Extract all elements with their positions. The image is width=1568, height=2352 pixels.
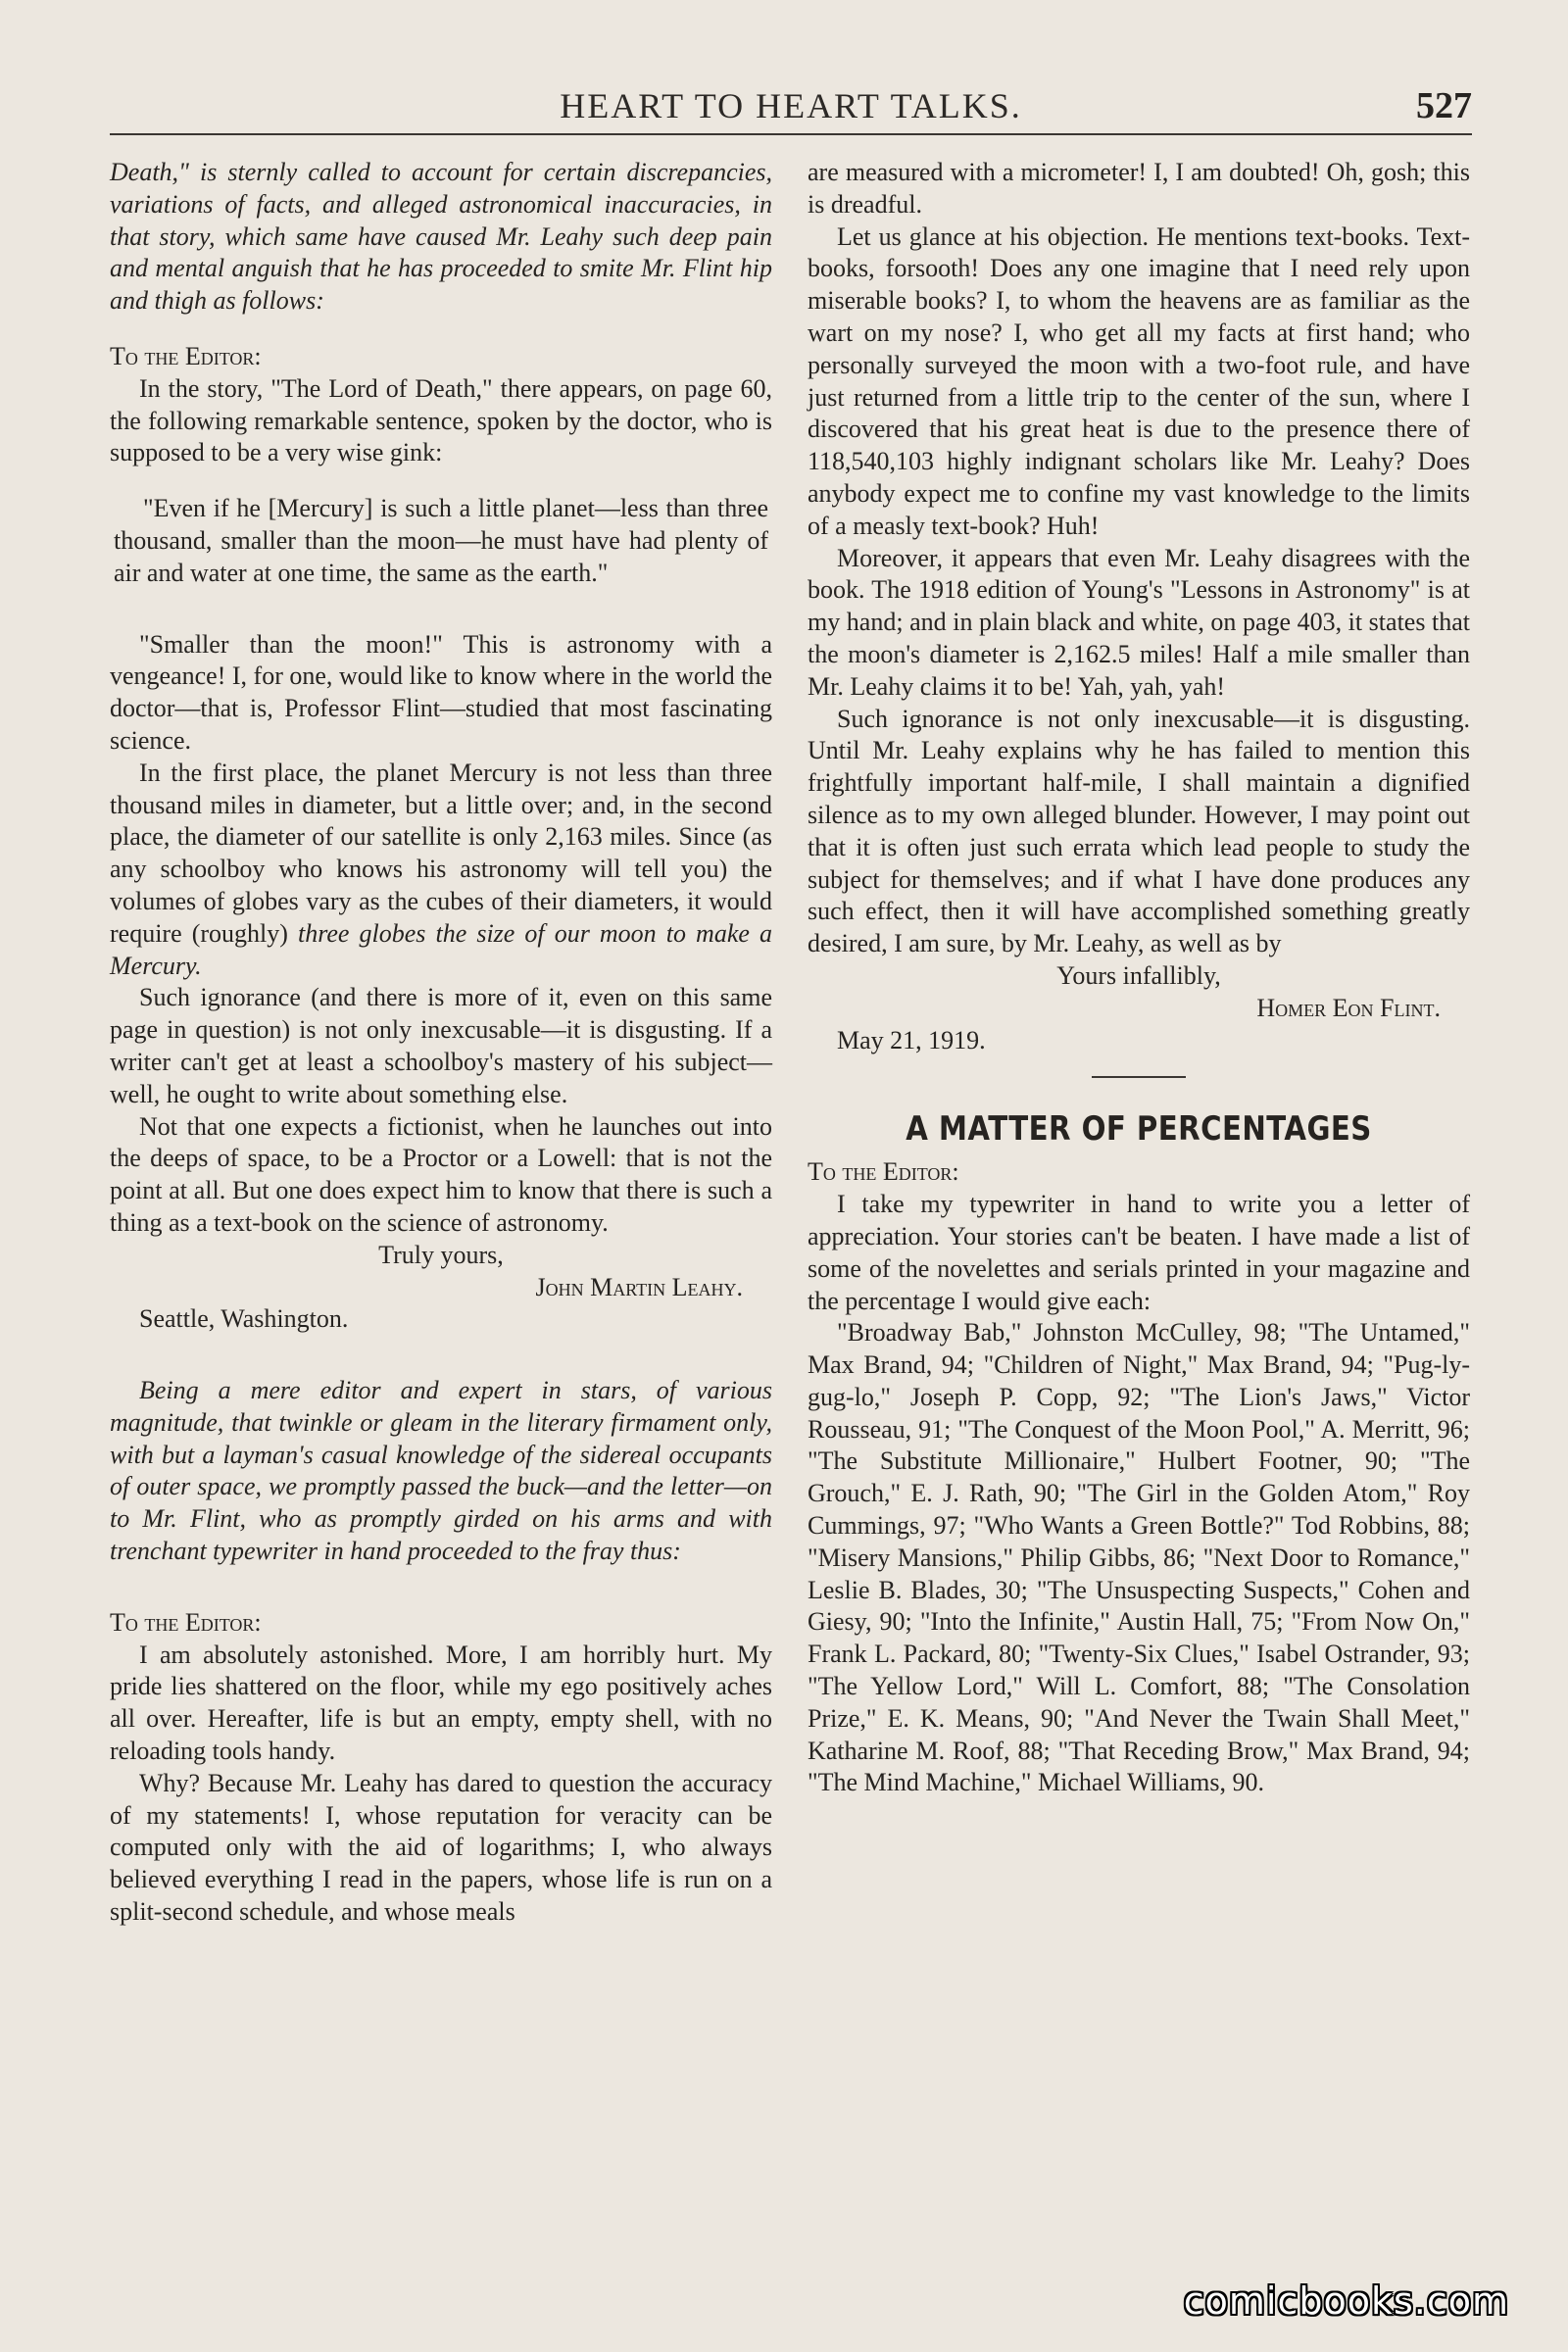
salutation: To the Editor: — [110, 1607, 262, 1637]
paragraph: I take my typewriter in hand to write you a letter of appreciation. Your stories can't be beaten. I have made a list of some of the novelettes and serials printed in your magazine and the percentage I would give each: — [808, 1190, 1470, 1315]
left-column — [110, 157, 772, 1929]
running-header — [110, 82, 1472, 135]
paragraph: In the first place, the planet Mercury is not less than three thousand miles in diameter, but a little over; and, in the second place, the diameter of our satellite is only 2,163 miles. Since (as any schoolboy who knows his astronomy will tell you) the volumes of globes vary as the cubes of their diameters, it would require (roughly) three globes the size of our moon to make a Mercury. — [110, 758, 772, 980]
paragraph: I am absolutely astonished. More, I am horribly hurt. My pride lies shattered on the floor, while my ego positively aches all over. Hereafter, life is but an empty, empty shell, with no reloading tools handy. — [110, 1640, 772, 1766]
paragraph: Such ignorance (and there is more of it, even on this same page in question) is not only inexcusable—it is disgusting. If a writer can't get at least a schoolboy's mastery of his subject—well, he ought to write about something else. — [110, 983, 772, 1108]
signature: Homer Eon Flint. — [1256, 993, 1441, 1022]
date-line: May 21, 1919. — [837, 1025, 986, 1054]
paragraph: are measured with a micrometer! I, I am doubted! Oh, gosh; this is dreadful. — [808, 158, 1470, 219]
intro-note: Death," is sternly called to account for certain discrepancies, variations of facts, and alleged astronomical inaccuracies, in that story, which same have caused Mr. Leahy such deep pain and mental anguish that he has proceeded to smite Mr. Flint hip and thigh as follows: — [110, 158, 772, 316]
paragraph: Such ignorance is not only inexcusable—it is disgusting. Until Mr. Leahy explains why he has failed to mention this frightfully important half-mile, I shall maintain a dignified silence as to my own alleged blunder. However, I may point out that it is often just such errata which lead people to study the subject for themselves; and if what I have done produces any such effect, then it will have accomplished something greatly desired, I am sure, by Mr. Leahy, as well as by — [808, 704, 1470, 958]
paragraph: Moreover, it appears that even Mr. Leahy disagrees with the book. The 1918 edition of Young's "Lessons in Astronomy" is at my hand; and in plain black and white, on page 403, it states that the moon's diameter is 2,162.5 miles! Half a mile smaller than Mr. Leahy claims it to be! Yah, yah, yah! — [808, 543, 1470, 701]
signature: John Martin Leahy. — [535, 1272, 743, 1301]
paragraph: In the story, "The Lord of Death," there appears, on page 60, the following remarkable sentence, spoken by the doctor, who is supposed to be a very wise gink: — [110, 373, 772, 467]
right-column — [808, 157, 1470, 1799]
salutation: To the Editor: — [110, 341, 262, 370]
watermark: comicbooks.com — [1183, 2279, 1509, 2323]
editor-note: Being a mere editor and expert in stars, of various magnitude, that twinkle or gleam in the literary firmament only, with but a layman's casual knowledge of the sidereal occupants of outer space, we promptly passed the buck—and the letter—on to Mr. Flint, who as promptly girded on his arms and with trenchant typewriter in hand proceeded to the fray thus: — [110, 1376, 772, 1566]
letter-closing: Yours infallibly, — [1056, 960, 1221, 990]
page-number: 527 — [1416, 85, 1472, 126]
running-title: HEART TO HEART TALKS. — [560, 86, 1022, 125]
letter-closing: Truly yours, — [378, 1240, 504, 1269]
paragraph: "Smaller than the moon!" This is astronomy with a vengeance! I, for one, would like to know where in the world the doctor—that is, Professor Flint—studied that most fascinating science. — [110, 629, 772, 755]
story-ratings-list: "Broadway Bab," Johnston McCulley, 98; "The Untamed," Max Brand, 94; "Children of Night," Max Brand, 94; "Pug-ly-gug-lo," Joseph P. Copp, 92; "The Lion's Jaws," Victor Rousseau, 91; "The Conquest of the Moon Pool," A. Merritt, 96; "The Substitute Millionaire," Hulbert Footner, 90; "The Grouch," E. J. Rath, 90; "The Girl in the Golden Atom," Roy Cummings, 97; "Who Wants a Green Bottle?" Tod Robbins, 88; "Misery Mansions," Philip Gibbs, 86; "Next Door to Romance," Leslie B. Blades, 30; "The Unsuspecting Suspects," Cohen and Giesy, 90; "Into the Infinite," Austin Hall, 75; "From Now On," Frank L. Packard, 80; "Twenty-Six Clues," Isabel Ostrander, 93; "The Yellow Lord," Will L. Comfort, 88; "The Consolation Prize," E. K. Means, 90; "And Never the Twain Shall Meet," Katharine M. Roof, 88; "That Receding Brow," Max Brand, 94; "The Mind Machine," Michael Williams, 90. — [808, 1318, 1470, 1797]
section-divider — [1092, 1076, 1186, 1078]
place-line: Seattle, Washington. — [139, 1304, 349, 1334]
paragraph: Let us glance at his objection. He mentions text-books. Text-books, forsooth! Does any one imagine that I need rely upon miserable books? I, to whom the heavens are as familiar as the wart on my nose? I, who get all my facts at first hand; who personally surveyed the moon with a two-foot rule, and have just returned from a little trip to the center of the sun, where I discovered that his great heat is due to the presence there of 118,540,103 highly indignant scholars like Mr. Leahy? Does anybody expect me to confine my vast knowledge to the limits of a measly text-book? Huh! — [808, 221, 1470, 540]
salutation: To the Editor: — [808, 1157, 959, 1187]
paragraph: Not that one expects a fictionist, when he launches out into the deeps of space, to be a Proctor or a Lowell: that is not the point at all. But one does expect him to know that there is such a thing as a text-book on the science of astronomy. — [110, 1111, 772, 1237]
paragraph: Why? Because Mr. Leahy has dared to question the accuracy of my statements! I, whose reputation for veracity can be computed only with the aid of logarithms; I, who always believed everything I read in the papers, whose life is run on a split-second schedule, and whose meals — [110, 1768, 772, 1927]
quoted-sentence: "Even if he [Mercury] is such a little planet—less than three thousand, smaller than the moon—he must have had plenty of air and water at one time, the same as the earth." — [114, 494, 768, 587]
section-heading: A MATTER OF PERCENTAGES — [906, 1109, 1372, 1150]
